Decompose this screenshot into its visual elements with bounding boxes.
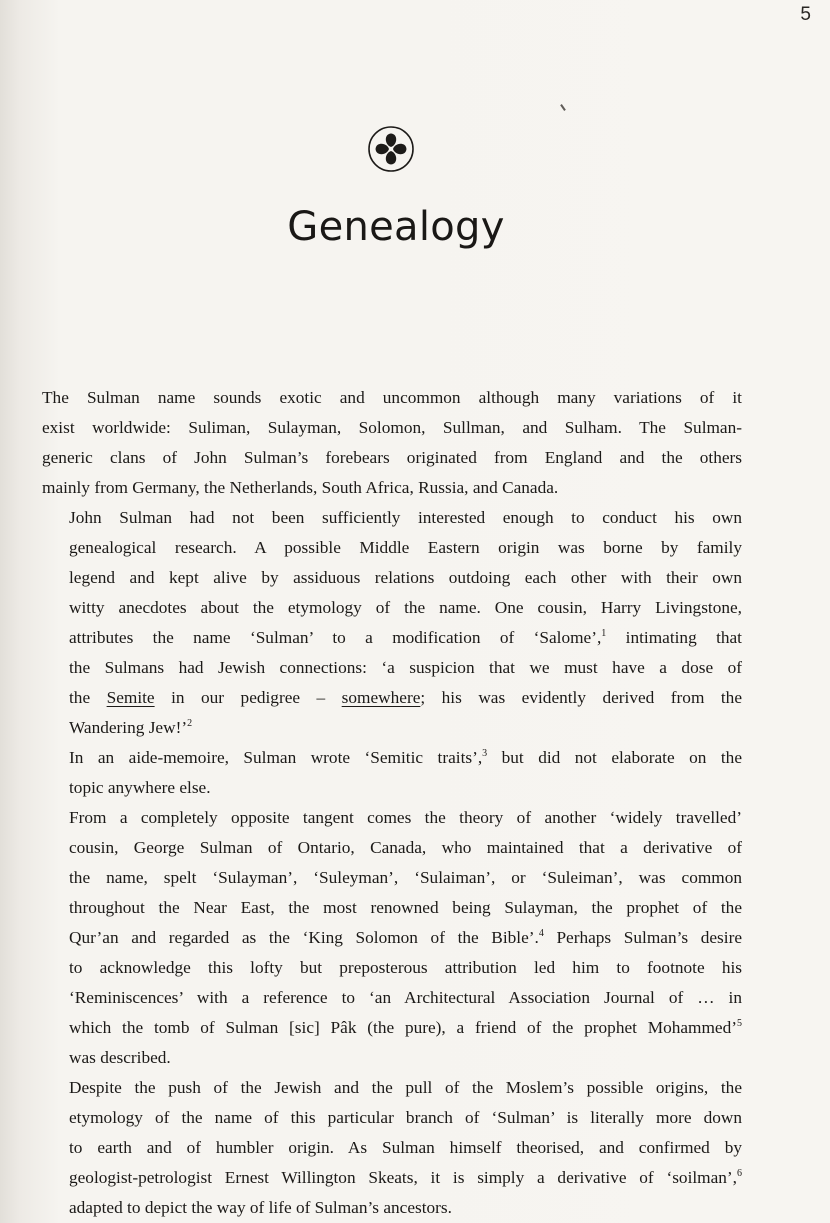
text-run: to earth and of humbler origin. As Sulman himself theorised, and confirmed by [69, 1138, 742, 1157]
text-run: cousin, George Sulman of Ontario, Canada, who maintained that a derivative of [69, 838, 742, 857]
footnote-marker: 4 [538, 928, 544, 939]
text-line [42, 773, 742, 803]
text-line [42, 683, 742, 713]
text-line [42, 1073, 742, 1103]
text-run: John Sulman had not been sufficiently interested enough to conduct his own [69, 508, 742, 527]
underlined-text: somewhere [341, 688, 421, 707]
text-run: Despite the push of the Jewish and the pull of the Moslem’s possible origins, the [69, 1078, 742, 1097]
text-line [42, 1103, 742, 1133]
text-run: Wandering Jew!’ [69, 718, 188, 737]
footnote-marker: 2 [187, 718, 193, 729]
text-run: throughout the Near East, the most renowned being Sulayman, the prophet of the [69, 898, 742, 917]
text-line [42, 923, 742, 953]
text-line [42, 893, 742, 923]
text-line [42, 983, 742, 1013]
text-line [42, 443, 742, 473]
body-text [42, 383, 742, 1223]
footnote-marker: 1 [601, 628, 607, 639]
text-run: was described. [69, 1048, 171, 1067]
page-number: 5 [800, 4, 811, 25]
text-run: ; his was evidently derived from the [420, 688, 742, 707]
paragraph [42, 383, 742, 503]
text-line [42, 1013, 742, 1043]
text-run: adapted to depict the way of life of Sulman’s ancestors. [69, 1198, 452, 1217]
text-run: From a completely opposite tangent comes the theory of another ‘widely travelled’ [69, 808, 742, 827]
underlined-text: Semite [106, 688, 155, 707]
text-line [42, 1163, 742, 1193]
text-run: The Sulman name sounds exotic and uncommon although many variations of it [42, 388, 742, 407]
text-line [42, 383, 742, 413]
text-run: intimating that [606, 628, 742, 647]
text-run: to acknowledge this lofty but preposterous attribution led him to footnote his [69, 958, 742, 977]
text-line [42, 1133, 742, 1163]
text-line [42, 653, 742, 683]
text-line [42, 473, 742, 503]
paragraph [42, 743, 742, 803]
text-run: ‘Reminiscences’ with a reference to ‘an Architectural Association Journal of … in [69, 988, 742, 1007]
text-line [42, 953, 742, 983]
text-run: attributes the name ‘Sulman’ to a modification of ‘Salome’, [69, 628, 602, 647]
text-run: Qur’an and regarded as the ‘King Solomon of the Bible’. [69, 928, 539, 947]
text-line [42, 803, 742, 833]
text-run: the [69, 688, 107, 707]
text-line [42, 623, 742, 653]
text-run: geologist-petrologist Ernest Willington Skeats, it is simply a derivative of ‘soilman’, [69, 1168, 737, 1187]
chapter-title: Genealogy [287, 204, 505, 250]
text-line [42, 743, 742, 773]
text-run: in our pedigree – [154, 688, 342, 707]
text-run: which the tomb of Sulman [sic] Pâk (the pure), a friend of the prophet Mohammed’ [69, 1018, 737, 1037]
paragraph [42, 1073, 742, 1223]
footnote-marker: 3 [482, 748, 488, 759]
text-line [42, 1043, 742, 1073]
text-run: Perhaps Sulman’s desire [543, 928, 742, 947]
text-line [42, 503, 742, 533]
text-line [42, 833, 742, 863]
text-run: the Sulmans had Jewish connections: ‘a suspicion that we must have a dose of [69, 658, 742, 677]
text-run: topic anywhere else. [69, 778, 211, 797]
paragraph [42, 503, 742, 743]
text-line [42, 863, 742, 893]
text-run: the name, spelt ‘Sulayman’, ‘Suleyman’, ‘Sulaiman’, or ‘Suleiman’, was common [69, 868, 742, 887]
text-run: mainly from Germany, the Netherlands, South Africa, Russia, and Canada. [42, 478, 559, 497]
footnote-marker: 5 [737, 1018, 742, 1029]
text-line [42, 713, 742, 743]
text-run: exist worldwide: Suliman, Sulayman, Solomon, Sullman, and Sulham. The Sulman- [42, 418, 742, 437]
text-line [42, 413, 742, 443]
text-line [42, 563, 742, 593]
stray-ink-mark [560, 104, 566, 111]
text-line [42, 1193, 742, 1223]
text-line [42, 533, 742, 563]
text-run: genealogical research. A possible Middle Eastern origin was borne by family [69, 538, 742, 557]
text-run: witty anecdotes about the etymology of the name. One cousin, Harry Livingstone, [69, 598, 742, 617]
paragraph [42, 803, 742, 1073]
text-run: legend and kept alive by assiduous relations outdoing each other with their own [69, 568, 742, 587]
footnote-marker: 6 [737, 1168, 742, 1179]
text-run: etymology of the name of this particular branch of ‘Sulman’ is literally more down [69, 1108, 742, 1127]
quatrefoil-ornament-icon [366, 124, 416, 174]
text-line [42, 593, 742, 623]
text-run: but did not elaborate on the [487, 748, 742, 767]
text-run: In an aide-memoire, Sulman wrote ‘Semitic traits’, [69, 748, 483, 767]
text-run: generic clans of John Sulman’s forebears originated from England and the others [42, 448, 742, 467]
